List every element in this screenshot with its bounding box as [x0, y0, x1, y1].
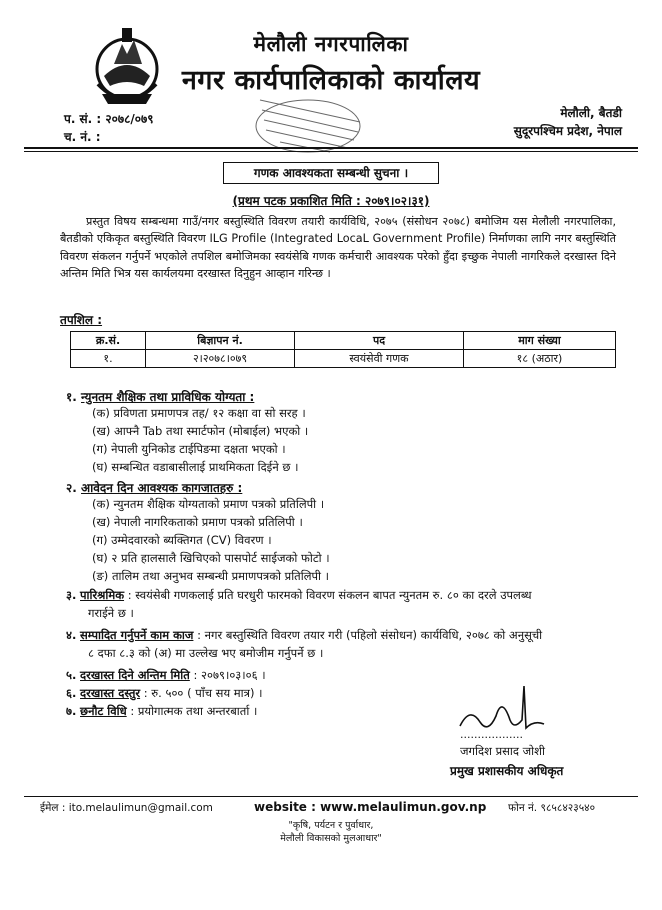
office-name: नगर कार्यपालिकाको कार्यालय [181, 65, 481, 96]
table-cell: २।२०७८।०७९ [146, 350, 295, 368]
table-cell: स्वयंसेवी गणक [295, 350, 464, 368]
org-name: मेलौली नगरपालिका [253, 32, 409, 56]
list-item: (ख) आफ्नै Tab तथा स्मार्टफोन (मोबाईल) भएको । [92, 424, 309, 438]
table-header: माग संख्या [464, 332, 616, 350]
footer-phone: फोन नं. ९८५८४२३५४० [508, 802, 596, 814]
tapsil-label: तपशिल : [60, 313, 103, 327]
list-item: (ग) उम्मेदवारको ब्यक्तिगत (CV) विवरण । [92, 533, 272, 547]
signatory-title: प्रमुख प्रशासकीय अधिकृत [450, 764, 564, 778]
list-item: (घ) २ प्रति हालसालै खिचिएको पासपोर्ट साईजको फोटो । [92, 551, 330, 565]
vacancy-table [70, 331, 616, 368]
reference-number: प. सं. : २०७८/०७९ [64, 112, 154, 126]
section-6: ६. दरखास्त दस्तुर : रु. ५०० ( पाँच सय मात्र) । [66, 686, 263, 700]
footer-slogan-2: मेलौली विकासको मुलआधार" [280, 833, 382, 844]
list-item: (क) प्रविणता प्रमाणपत्र तह/ १२ कक्षा वा सो सरह । [92, 406, 306, 420]
footer-website: website : www.melaulimun.gov.np [254, 800, 487, 814]
table-header-row [71, 332, 616, 350]
table-header: बिज्ञापन नं. [146, 332, 295, 350]
section-3: ३. पारिश्रमिक : स्वयंसेबी गणकलाई प्रति घरधुरी फारमको विवरण संकलन बापत न्युनतम रु. ८० का दरले उपलब्ध [66, 588, 532, 602]
table-cell: १. [71, 350, 146, 368]
address-city: मेलौली, बैतडी [560, 106, 622, 120]
list-item: (ङ) तालिम तथा अनुभव सम्बन्धी प्रमाणपत्रको प्रतिलिपी । [92, 569, 330, 583]
list-item: (क) न्युनतम शैक्षिक योग्यताको प्रमाण पत्रको प्रतिलिपी । [92, 497, 325, 511]
section-7: ७. छनौट विधि : प्रयोगात्मक तथा अन्तरबार्ता । [66, 704, 258, 718]
dispatch-number: च. नं. : [64, 130, 101, 144]
section-1-heading: १. न्युनतम शैक्षिक तथा प्राविधिक योग्यता : [66, 390, 255, 404]
footer-slogan-1: "कृषि, पर्यटन र पुर्वाधार, [288, 820, 374, 831]
footer-divider [24, 796, 638, 797]
notice-title: गणक आवश्यकता सम्बन्धी सुचना । [223, 162, 439, 184]
section-4-cont: ८ दफा ८.३ को (अ) मा उल्लेख भए बमोजीम गर्नुपर्ने छ । [88, 646, 324, 660]
signature-icon [440, 676, 560, 736]
section-3-cont: गराईने छ । [88, 606, 134, 620]
section-4: ४. सम्पादित गर्नुपर्ने काम काज : नगर बस्तुस्थिति विवरण तयार गरी (पहिलो संसोधन) कार्यविधि, २०७८ को अनुसूची [66, 628, 543, 642]
list-item: (ख) नेपाली नागरिकताको प्रमाण पत्रको प्रतिलिपी । [92, 515, 303, 529]
notice-body: प्रस्तुत विषय सम्बन्धमा गाउँ/नगर बस्तुस्थिति विवरण तयारी कार्यविधि, २०७५ (संसोधन २०७८) बमोजिम यस मेलौली नगरपालिका, बैतडीको एकिकृत बस्तुस्थिति विवरण ILG Profile (Integrated LocaL Government Profile) निर्माणका लागि नगर बस्तुस्थिति विवरण संकलन गर्नुपर्ने भएकोले तपशिल बमोजिमका स्वयंसेबि गणक कर्मचारी आवश्यक परेको हुँदा इच्छुक नेपाली नागरिकले दरखास्त दिने अन्तिम मिति भित्र यस कार्यलयमा दरखास्त दिनुहुन आव्हान गरिन्छ । [60, 215, 616, 281]
table-row [71, 350, 616, 368]
list-item: (घ) सम्बन्धित वडाबासीलाई प्राथमिकता दिईने छ । [92, 460, 299, 474]
notice-subtitle: (प्रथम पटक प्रकाशित मिति : २०७९।०२।३१) [232, 194, 430, 208]
table-cell: १८ (अठार) [464, 350, 616, 368]
table-header: क्र.सं. [71, 332, 146, 350]
footer-email: ईमेल : ito.melaulimun@gmail.com [40, 802, 213, 814]
list-item: (ग) नेपाली युनिकोड टाईपिङमा दक्षता भएको । [92, 442, 286, 456]
header-divider [24, 147, 638, 149]
header-divider-thin [24, 151, 638, 152]
signature-dots: .................. [460, 728, 523, 741]
section-2-heading: २. आवेदन दिन आवश्यक कागजातहरु : [66, 481, 243, 495]
signatory-name: जगदिश प्रसाद जोशी [460, 744, 545, 758]
table-header: पद [295, 332, 464, 350]
section-5: ५. दरखास्त दिने अन्तिम मिति : २०७९।०३।०६ । [66, 668, 266, 682]
address-province: सुदूरपश्चिम प्रदेश, नेपाल [513, 124, 622, 138]
